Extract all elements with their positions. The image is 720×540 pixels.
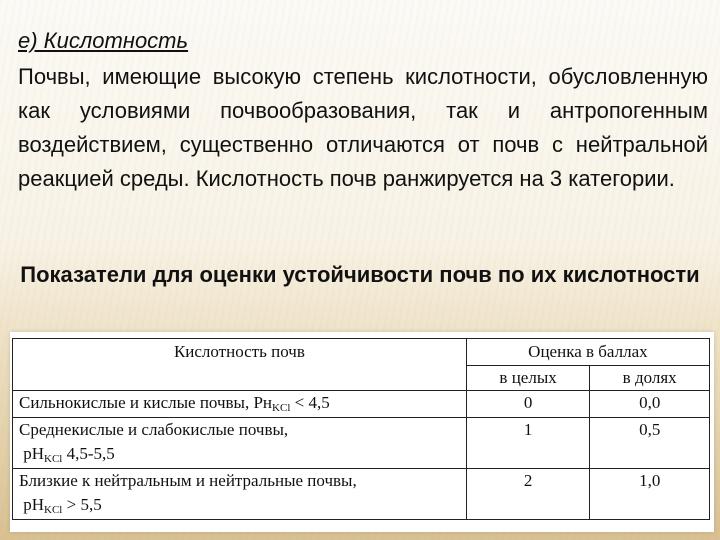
acidity-table [12, 338, 710, 520]
acidity-table-panel [10, 332, 714, 532]
col-header-acidity: Кислотность почв [13, 339, 467, 391]
col-header-score: Оценка в баллах [466, 339, 709, 366]
table-row [13, 391, 710, 418]
row-whole: 2 [466, 469, 590, 520]
col-subheader-fraction: в долях [590, 366, 710, 391]
row-fraction: 0,5 [590, 418, 710, 469]
row-label: Близкие к нейтральным и нейтральные почвы, pHKCl > 5,5 [13, 469, 467, 520]
table-title: Показатели для оценки устойчивости почв по их кислотности [20, 262, 700, 287]
section-paragraph: Почвы, имеющие высокую степень кислотности, обусловленную как условиями почвообразования, так и антропогенным воздействием, существенно отличаются от почв с нейтральной реакцией среды. Кислотность почв ранжируется на 3 категории. [18, 64, 708, 191]
col-subheader-whole: в целых [466, 366, 590, 391]
row-whole: 1 [466, 418, 590, 469]
row-whole: 0 [466, 391, 590, 418]
table-row [13, 469, 710, 520]
table-row [13, 418, 710, 469]
row-label: Сильнокислые и кислые почвы, РнKCl < 4,5 [13, 391, 467, 418]
row-fraction: 1,0 [590, 469, 710, 520]
row-fraction: 0,0 [590, 391, 710, 418]
row-label: Среднекислые и слабокислые почвы, pHKCl 4,5-5,5 [13, 418, 467, 469]
section-heading: е) Кислотность [18, 28, 189, 53]
